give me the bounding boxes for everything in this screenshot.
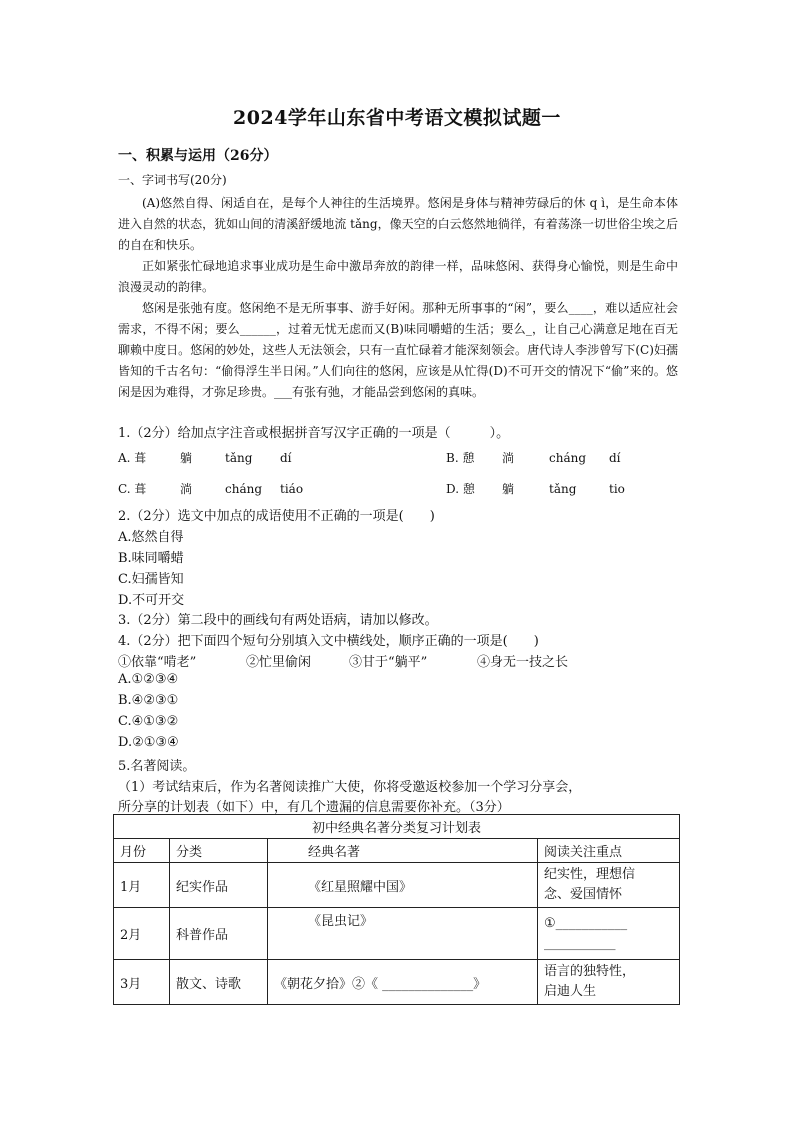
option-label: B. 憩: [446, 451, 475, 465]
table-title: 初中经典名著分类复习计划表: [114, 815, 680, 839]
option-label: C. 葺: [118, 482, 147, 496]
question-1-stem: 1.（2分）给加点字注音或根据拼音写汉字正确的一项是（ ）。: [118, 426, 510, 441]
reading-passage: [118, 193, 678, 403]
q1-option-b: [446, 449, 621, 466]
question-2-stem: 2.（2分）选文中加点的成语使用不正确的一项是( ): [118, 509, 435, 524]
q2-option-a: A.悠然自得: [118, 530, 184, 545]
q2-option-c: C.妇孺皆知: [118, 572, 184, 587]
cell-book: 《昆虫记》: [268, 908, 538, 960]
cell-category: 科普作品: [170, 908, 268, 960]
cell-book: 《朝花夕拾》②《 ______________》: [268, 960, 538, 1005]
cell-focus: [538, 863, 680, 908]
table-row: [114, 960, 680, 1005]
question-4-stem: 4.（2分）把下面四个短句分别填入文中横线处，顺序正确的一项是( ): [118, 634, 539, 649]
table-header-row: [114, 839, 680, 863]
option-pinyin: tiáo: [280, 482, 304, 496]
focus-line: 纪实性，理想信: [544, 867, 636, 882]
option-pinyin: dí: [280, 451, 292, 465]
q4-phrase: ③甘于“躺平”: [349, 655, 428, 670]
option-char: 躺: [502, 482, 515, 496]
q4-phrase: ④身无一技之长: [477, 655, 569, 670]
header-category: 分类: [170, 839, 268, 863]
question-3-stem: 3.（2分）第二段中的画线句有两处语病，请加以修改。: [118, 613, 438, 628]
option-char: 淌: [180, 482, 193, 496]
answer-blank: ___________: [544, 935, 616, 951]
option-pinyin: cháng: [225, 482, 263, 496]
option-pinyin: tǎng: [225, 451, 253, 465]
header-month: 月份: [114, 839, 170, 863]
q4-option-d: D.②①③④: [118, 735, 179, 750]
option-pinyin: cháng: [549, 451, 587, 465]
table-row: [114, 908, 680, 960]
focus-line: 启迪人生: [544, 984, 597, 999]
header-focus: 阅读关注重点: [538, 839, 680, 863]
q4-phrase-list: [118, 651, 568, 670]
q2-option-d: D.不可开交: [118, 593, 185, 608]
q5-sub1-line2: 所分享的计划表（如下）中，有几个遗漏的信息需要你补充。（3分）: [118, 800, 510, 815]
q4-option-b: B.④②③①: [118, 693, 179, 708]
q5-sub1-line1: （1）考试结束后，作为名著阅读推广大使，你将受邀返校参加一个学习分享会，: [118, 780, 582, 795]
option-label: D. 憩: [446, 482, 475, 496]
subsection-heading: 一、字词书写(20分): [118, 173, 227, 187]
passage-paragraph-3: 悠闲是张弛有度。悠闲绝不是无所事事、游手好闲。那种无所事事的“闲”，要么____，难以适应社会需求，不得不闲；要么______，过着无忧无虑而又(B)味同嚼蜡的生活；要么_，让自己心满意足地在百无聊赖中度日。悠闲的妙处，这些人无法领会，只有一直忙碌着才能深刻领会。唐代诗人李涉曾写下(C)妇孺皆知的千古名句：“偷得浮生半日闲。”人们向往的悠闲，应该是从忙得(D)不可开交的情况下“偷”来的。悠闲是因为难得，才弥足珍贵。___有张有弛，才能品尝到悠闲的真味。: [118, 301, 678, 399]
option-char: 淌: [502, 451, 515, 465]
cell-category: 纪实作品: [170, 863, 268, 908]
q1-option-a: [118, 449, 292, 466]
cell-month: 1月: [114, 863, 170, 908]
cell-month: 2月: [114, 908, 170, 960]
cell-month: 3月: [114, 960, 170, 1005]
q1-option-d: [446, 480, 625, 497]
reading-plan-table: [113, 814, 680, 1005]
answer-blank: ①___________: [544, 915, 628, 931]
passage-paragraph-2: 正如紧张忙碌地追求事业成功是生命中激昂奔放的韵律一样，品味悠闲、获得身心愉悦，则是生命中浪漫灵动的韵律。: [118, 259, 678, 294]
q4-phrase: ①依靠“啃老”: [118, 655, 197, 670]
focus-line: 语言的独特性，: [544, 964, 636, 979]
option-pinyin: dí: [609, 451, 621, 465]
option-pinyin: tio: [609, 482, 625, 496]
option-pinyin: tǎng: [549, 482, 577, 496]
option-label: A. 葺: [118, 451, 147, 465]
q4-option-a: A.①②③④: [118, 672, 179, 687]
question-5-stem: 5.名著阅读。: [118, 759, 196, 774]
cell-focus: [538, 908, 680, 960]
table-row: [114, 863, 680, 908]
cell-category: 散文、诗歌: [170, 960, 268, 1005]
option-char: 躺: [180, 451, 193, 465]
q4-option-c: C.④①③②: [118, 714, 179, 729]
header-book: 经典名著: [268, 839, 538, 863]
page-title: 2024学年山东省中考语文模拟试题一: [233, 107, 561, 129]
q1-option-c: [118, 480, 303, 497]
passage-paragraph-1: (A)悠然自得、闲适自在，是每个人神往的生活境界。悠闲是身体与精神劳碌后的休 q ì，是生命本体进入自然的状态，犹如山间的清溪舒缓地流 tǎng，像天空的白云悠然地徜徉，有着荡涤一切世俗尘埃之后的自在和快乐。: [118, 196, 678, 252]
cell-book: 《红星照耀中国》: [268, 863, 538, 908]
cell-focus: [538, 960, 680, 1005]
q4-phrase: ②忙里偷闲: [246, 655, 312, 670]
q2-option-b: B.味同嚼蜡: [118, 551, 184, 566]
section-heading: 一、积累与运用（26分）: [118, 148, 278, 164]
focus-line: 念、爱国情怀: [544, 887, 623, 902]
